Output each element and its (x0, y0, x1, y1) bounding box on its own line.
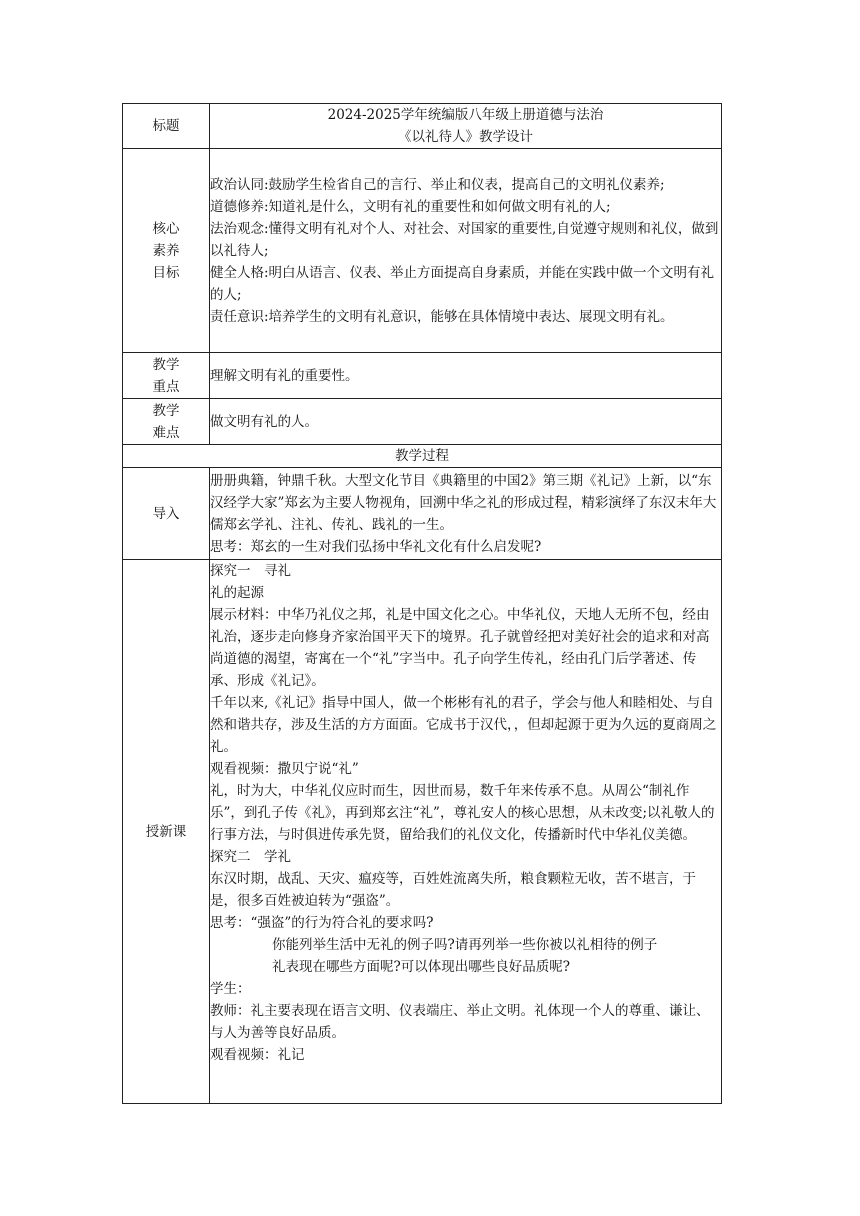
intro-content (210, 468, 722, 560)
intro-label: 导入 (123, 468, 210, 560)
han-paragraph: 东汉时期，战乱、天灾、瘟疫等，百姓姓流离失所，粮食颗粒无收，苦不堪言，于是，很多百姓被迫转为“强盗”。 (210, 871, 696, 909)
material-paragraph: 展示材料：中华乃礼仪之邦，礼是中国文化之心。中华礼仪，天地人无所不包，经由礼治，逐步走向修身齐家治国平天下的境界。孔子就曾经把对美好社会的追求和对高尚道德的渴望，寄寓在一个“礼”字当中。孔子向学生传礼，经由孔门后学著述、传承、形成《礼记》。 (210, 607, 710, 689)
liji-paragraph: 千年以来,《礼记》指导中国人，做一个彬彬有礼的君子，学会与他人和睦相处、与自然和谐共存，涉及生活的方方面面。它成书于汉代，，但却起源于更为久远的夏商周之礼。 (210, 695, 717, 755)
goal-law: 法治观念:懂得文明有礼对个人、对社会、对国家的重要性,自觉遵守规则和礼仪，做到以礼待人; (210, 220, 719, 259)
goal-responsibility: 责任意识:培养学生的文明有礼意识，能够在具体情境中表达、展现文明有礼。 (210, 308, 674, 325)
key-point-label-line-1: 教学 (152, 356, 180, 373)
goals-label-line-2: 素养 (152, 242, 180, 259)
goals-label (123, 149, 210, 353)
goals-row (123, 149, 722, 353)
key-point-label (123, 353, 210, 399)
difficulty-text: 做文明有礼的人。 (210, 399, 722, 445)
title-line-2: 《以礼待人》教学设计 (398, 129, 533, 145)
process-header-row (123, 445, 722, 468)
indented-question-1: 你能列举生活中无礼的例子吗?请再列举一些你被以礼相待的例子 (272, 937, 658, 953)
goals-content (210, 149, 722, 353)
intro-paragraph: 册册典籍，钟鼎千秋。大型文化节目《典籍里的中国2》第三期《礼记》上新，以“东汉经学大家”郑玄为主要人物视角，回溯中华之礼的形成过程，精彩演绎了东汉末年大儒郑玄学礼、注礼、传礼、践礼的一生。 (210, 472, 717, 533)
video-two: 观看视频：礼记 (210, 1047, 305, 1063)
title-line-1: 2024-2025学年统编版八年级上册道德与法治 (327, 107, 604, 123)
goals-label-line-3: 目标 (152, 264, 180, 281)
teacher-line: 教师：礼主要表现在语言文明、仪表端庄、举止文明。礼体现一个人的尊重、谦让、与人为善等良好品质。 (210, 1003, 710, 1041)
intro-row (123, 468, 722, 560)
title-row (123, 104, 722, 149)
goals-label-line-1: 核心 (152, 220, 180, 237)
key-point-text: 理解文明有礼的重要性。 (210, 353, 722, 399)
process-header: 教学过程 (123, 445, 722, 468)
new-lesson-row (123, 560, 722, 1104)
key-point-label-line-2: 重点 (152, 378, 180, 395)
goal-political: 政治认同:鼓励学生检省自己的言行、举止和仪表，提高自己的文明礼仪素养; (210, 176, 665, 193)
difficulty-label-line-2: 难点 (152, 424, 180, 441)
think-question: 思考：“强盗”的行为符合礼的要求吗? (210, 915, 434, 931)
difficulty-row (123, 399, 722, 445)
difficulty-label-line-1: 教学 (152, 402, 180, 419)
lesson-plan-table (122, 103, 722, 1104)
ritual-paragraph: 礼，时为大，中华礼仪应时而生，因世而易，数千年来传承不息。从周公“制礼作乐”，到孔子传《礼》，再到郑玄注“礼”，尊礼安人的核心思想，从未改变;以礼敬人的行事方法，与时俱进传承先贤，留给我们的礼仪文化，传播新时代中华礼仪美德。 (210, 783, 715, 843)
goal-personality: 健全人格:明白从语言、仪表、举止方面提高自身素质，并能在实践中做一个文明有礼的人; (210, 264, 715, 303)
intro-question: 思考：郑玄的一生对我们弘扬中华礼文化有什么启发呢? (210, 538, 542, 555)
inquiry-one-heading: 探究一 寻礼 (210, 563, 291, 579)
key-point-row (123, 353, 722, 399)
student-line: 学生： (210, 981, 251, 997)
new-lesson-label: 授新课 (123, 560, 210, 1104)
new-lesson-content (210, 560, 722, 1104)
title-cell (210, 104, 722, 149)
video-one: 观看视频：撒贝宁说“礼” (210, 761, 359, 777)
inquiry-two-heading: 探究二 学礼 (210, 849, 291, 865)
indented-question-2: 礼表现在哪些方面呢?可以体现出哪些良好品质呢? (272, 959, 570, 975)
difficulty-label (123, 399, 210, 445)
origin-heading: 礼的起源 (210, 585, 264, 601)
goal-moral: 道德修养:知道礼是什么，文明有礼的重要性和如何做文明有礼的人; (210, 198, 611, 215)
title-label: 标题 (123, 104, 210, 149)
